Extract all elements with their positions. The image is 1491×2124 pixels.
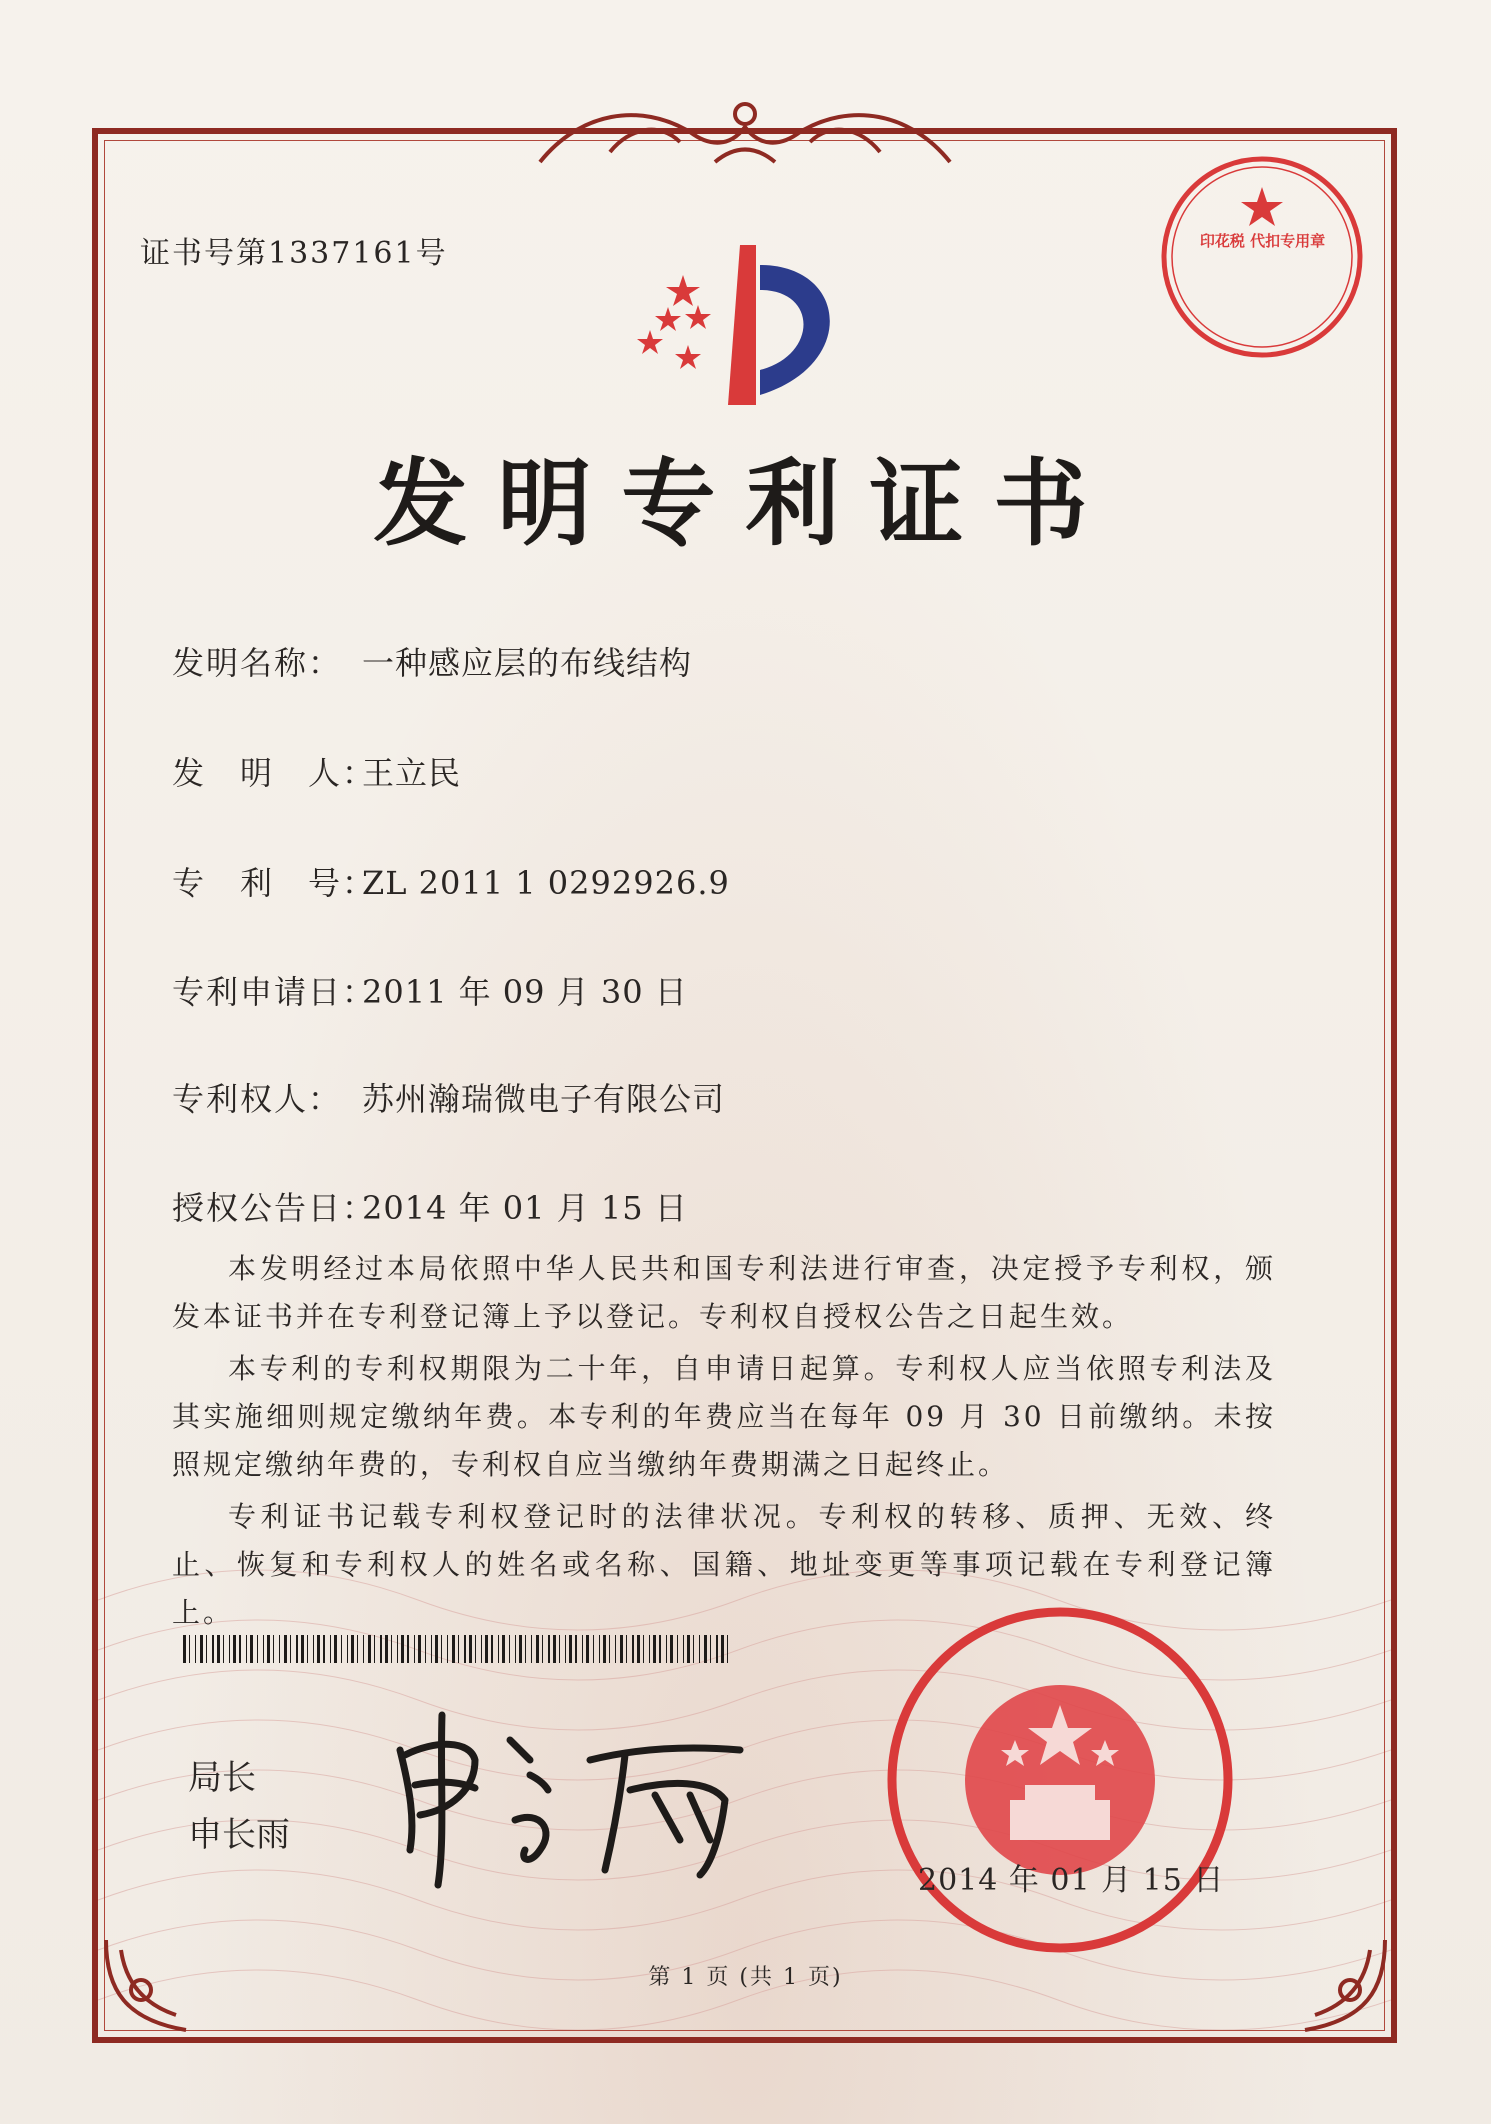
tax-seal — [1157, 152, 1367, 362]
tax-seal-center-text: 印花税 代扣专用章 — [1199, 232, 1326, 250]
field-grant-date — [172, 1183, 688, 1229]
field-patentee — [172, 1074, 725, 1120]
barcode — [183, 1635, 731, 1663]
field-invention-name — [172, 638, 692, 684]
director-name: 申长雨 — [188, 1815, 290, 1855]
field-label: 授权公告日： — [172, 1189, 377, 1227]
director-role: 局长 — [188, 1758, 256, 1798]
body-paragraph: 本发明经过本局依照中华人民共和国专利法进行审查，决定授予专利权，颁发本证书并在专利登记簿上予以登记。专利权自授权公告之日起生效。 — [172, 1252, 1276, 1333]
field-patent-number — [172, 858, 730, 904]
field-label: 发 明 人： — [172, 754, 377, 792]
field-label: 专利申请日： — [172, 973, 377, 1011]
field-label: 发明名称： — [172, 644, 343, 682]
office-official-seal — [880, 1600, 1240, 1960]
top-ornament — [520, 92, 970, 172]
certificate-title: 发明专利证书 — [373, 449, 1118, 559]
field-label: 专利权人： — [172, 1080, 343, 1118]
field-value: 一种感应层的布线结构 — [362, 644, 693, 682]
field-value: ZL 2011 1 0292926.9 — [362, 864, 730, 902]
patent-office-emblem — [628, 235, 868, 415]
certificate-body — [172, 1245, 1276, 1641]
field-value: 2011 年 09 月 30 日 — [362, 973, 688, 1011]
field-value: 王立民 — [362, 754, 462, 792]
body-paragraph: 专利证书记载专利权登记时的法律状况。专利权的转移、质押、无效、终止、恢复和专利权人的姓名或名称、国籍、地址变更等事项记载在专利登记簿上。 — [172, 1500, 1276, 1629]
page-number: 第 1 页 (共 1 页) — [648, 1965, 843, 1990]
issue-date: 2014 年 01 月 15 日 — [918, 1863, 1225, 1898]
certificate-number: 证书号第1337161号 — [140, 236, 448, 271]
field-inventor — [172, 748, 461, 794]
field-value: 2014 年 01 月 15 日 — [362, 1189, 688, 1227]
field-label: 专 利 号： — [172, 864, 377, 902]
field-value: 苏州瀚瑞微电子有限公司 — [362, 1080, 726, 1118]
field-application-date — [172, 967, 688, 1013]
body-paragraph: 本专利的专利权期限为二十年，自申请日起算。专利权人应当依照专利法及其实施细则规定缴纳年费。本专利的年费应当在每年 09 月 30 日前缴纳。未按照规定缴纳年费的，专利权自应当缴纳年费期满之日起终止。 — [172, 1352, 1276, 1481]
director-signature — [380, 1700, 760, 1890]
